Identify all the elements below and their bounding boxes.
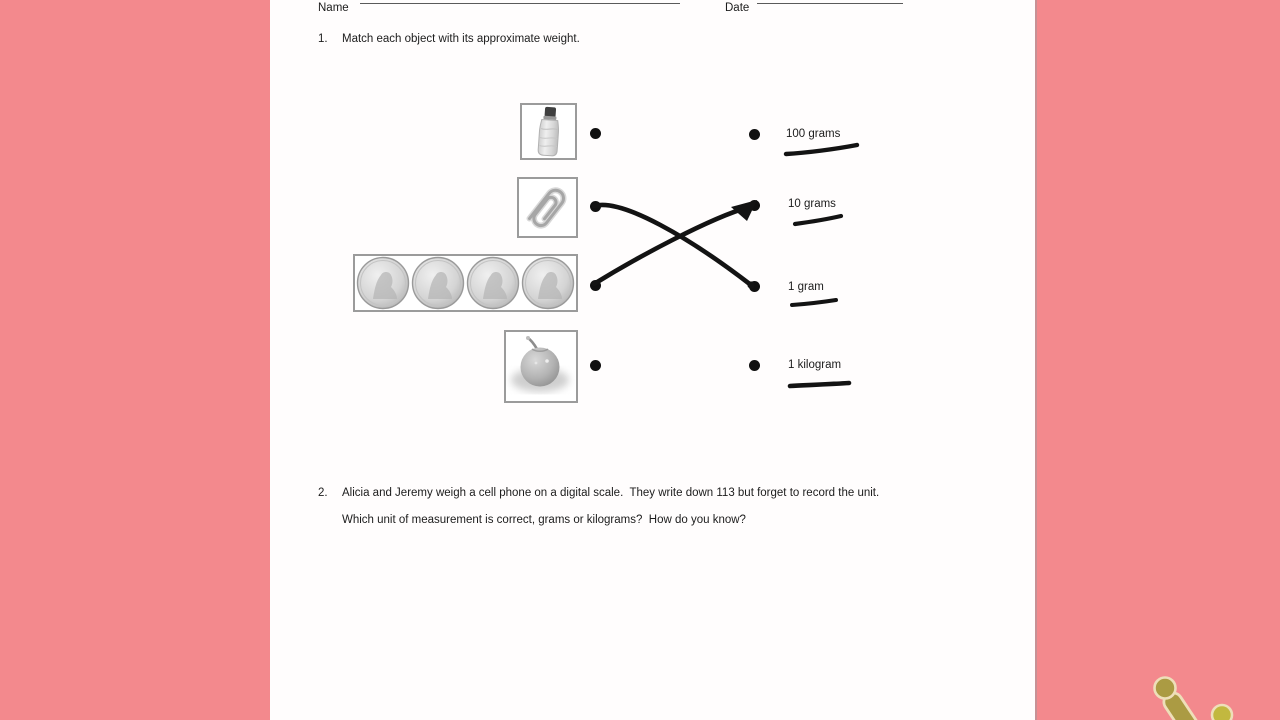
name-blank-line: [360, 3, 680, 4]
object-box-paperclip: [517, 177, 578, 238]
pen-underline-100-grams: [786, 145, 857, 154]
weight-option-10-grams: 10 grams: [788, 198, 836, 210]
match-dot-100-grams: [749, 129, 760, 140]
name-label: Name: [318, 2, 349, 14]
q2-text-line2: Which unit of measurement is correct, grams or kilograms? How do you know?: [342, 514, 746, 526]
water-bottle-image: [522, 105, 575, 158]
match-dot-paperclip: [590, 201, 601, 212]
q2-text-line1: Alicia and Jeremy weigh a cell phone on a digital scale. They write down 113 but forget to record the unit.: [342, 487, 880, 499]
date-blank-line: [757, 3, 903, 4]
date-label: Date: [725, 2, 750, 14]
pen-marks-overlay: [270, 0, 1035, 720]
q1-number: 1.: [318, 33, 328, 45]
pen-underline-1-gram: [792, 300, 836, 305]
match-dot-apple: [590, 360, 601, 371]
four-pennies-image: [355, 256, 576, 310]
apple-image: [506, 332, 576, 401]
match-dot-10-grams: [749, 200, 760, 211]
match-dot-1-kilogram: [749, 360, 760, 371]
q1-prompt: Match each object with its approximate weight.: [342, 33, 580, 45]
match-dot-1-gram: [749, 281, 760, 292]
weight-option-1-gram: 1 gram: [788, 281, 824, 293]
q2-number: 2.: [318, 487, 328, 499]
weight-option-100-grams: 100 grams: [786, 128, 841, 140]
worksheet-page: [270, 0, 1035, 720]
paperclip-image: [519, 179, 576, 236]
object-box-four-pennies: [353, 254, 578, 312]
match-dot-water-bottle: [590, 128, 601, 139]
pen-line-paperclip-to-1-gram: [594, 205, 751, 285]
channel-logo-icon: [1140, 660, 1280, 720]
object-box-water-bottle: [520, 103, 577, 160]
pen-underline-1-kilogram: [790, 383, 849, 386]
pen-line-pennies-to-10-grams: [594, 207, 749, 284]
weight-option-1-kilogram: 1 kilogram: [788, 359, 842, 371]
match-dot-four-pennies: [590, 280, 601, 291]
object-box-apple: [504, 330, 578, 403]
pen-underline-10-grams: [795, 216, 841, 224]
